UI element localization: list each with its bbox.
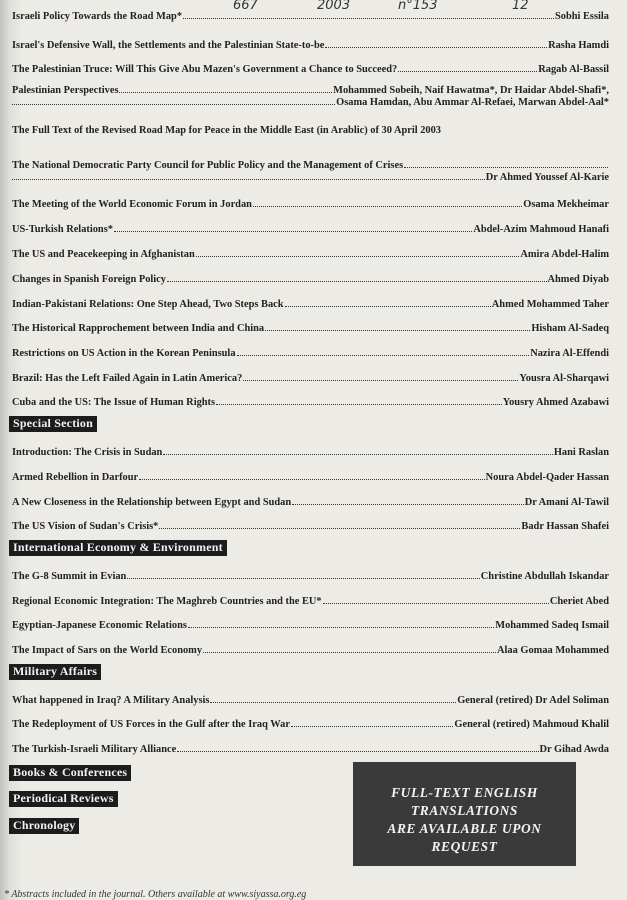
entry-title: Egyptian-Japanese Economic Relations [12,620,187,631]
section-heading-books: Books & Conferences [9,765,131,781]
toc-entry [12,199,609,211]
notice-line: REQUEST [431,839,498,854]
entry-author: Ragab Al-Bassil [538,64,609,75]
entry-title: The Redeployment of US Forces in the Gulf after the Iraq War [12,719,290,730]
entry-author: Badr Hassan Shafei [521,521,609,532]
entry-title: The Palestinian Truce: Will This Give Abu Mazen's Government a Chance to Succeed? [12,64,398,75]
entry-author: Sobhi Essila [554,11,609,22]
toc-entry [12,397,609,409]
leader-dots [12,104,335,105]
leader-dots [183,18,554,19]
entry-author: Hani Raslan [553,447,609,458]
entry-title: The G-8 Summit in Evian [12,571,127,582]
leader-dots [188,627,494,628]
entry-title: The Meeting of the World Economic Forum in Jordan [12,199,252,210]
entry-author: Noura Abdel-Qader Hassan [485,472,609,483]
handwritten-number: 667 [233,0,258,13]
entry-title: What happened in Iraq? A Military Analysis [12,695,210,706]
leader-dots [163,454,553,455]
toc-entry [12,521,609,533]
leader-dots [203,652,496,653]
entry-title: The Historical Rapprochement between India and China [12,323,265,334]
leader-dots [177,751,538,752]
section-heading-special: Special Section [9,416,97,432]
toc-entry [12,373,609,385]
leader-dots [119,92,332,93]
entry-title: Israeli Policy Towards the Road Map* [12,11,183,22]
leader-dots [237,355,530,356]
entry-author: Ahmed Diyab [547,274,609,285]
toc-entry [12,695,609,707]
entry-author: General (retired) Mahmoud Khalil [454,719,609,730]
entry-title: The Impact of Sars on the World Economy [12,645,203,656]
entry-author: Dr Ahmed Youssef Al-Karie [485,172,609,183]
leader-dots [265,330,530,331]
toc-entry [12,645,609,657]
entry-title: The National Democratic Party Council for Public Policy and the Management of Crises [12,160,404,171]
leader-dots [127,578,479,579]
entry-author: Osama Mekheimar [523,199,609,210]
entry-title: US-Turkish Relations* [12,224,113,235]
entry-author: Dr Gihad Awda [539,744,609,755]
entry-author: Hisham Al-Sadeq [531,323,609,334]
toc-entry [12,348,609,360]
translation-notice-box [353,762,576,866]
entry-title: Israel's Defensive Wall, the Settlements and the Palestinian State-to-be [12,40,325,51]
toc-entry [12,719,609,731]
entry-title: A New Closeness in the Relationship between Egypt and Sudan [12,497,292,508]
entry-title: Armed Rebellion in Darfour [12,472,139,483]
leader-dots [216,404,502,405]
leader-dots [167,281,547,282]
handwritten-issue: n°153 [398,0,438,13]
leader-dots [243,380,518,381]
notice-line: ARE AVAILABLE UPON [387,821,542,836]
toc-entry [12,40,609,52]
toc-entry [12,85,609,109]
section-heading-chronology: Chronology [9,818,79,834]
toc-entry [12,224,609,236]
leader-dots [210,702,456,703]
handwritten-year: 2003 [317,0,351,13]
entry-title: The Turkish-Israeli Military Alliance [12,744,177,755]
leader-dots [285,306,491,307]
entry-author: Ahmed Mohammed Taher [491,299,609,310]
entry-title: Regional Economic Integration: The Maghreb Countries and the EU* [12,596,322,607]
entry-title: The US Vision of Sudan's Crisis* [12,521,159,532]
toc-entry [12,596,609,608]
entry-author: Abdel-Azim Mahmoud Hanafi [473,224,609,235]
leader-dots [196,256,520,257]
toc-entry [12,160,609,184]
toc-entry [12,274,609,286]
toc-entry [12,571,609,583]
entry-title: Changes in Spanish Foreign Policy [12,274,166,285]
leader-dots [404,167,608,168]
entry-author: General (retired) Dr Adel Soliman [457,695,609,706]
toc-entry [12,497,609,509]
entry-title: The Full Text of the Revised Road Map for Peace in the Middle East (in Arablic) of 30 April 2003 [12,125,441,136]
entry-title: Brazil: Has the Left Failed Again in Latin America? [12,373,243,384]
leader-dots [114,231,472,232]
notice-line: TRANSLATIONS [411,803,518,818]
toc-entry [12,744,609,756]
entry-title: Restrictions on US Action in the Korean Peninsula [12,348,236,359]
entry-author: Yousra Al-Sharqawi [519,373,609,384]
toc-entry [12,472,609,484]
handwritten-code: 12 [512,0,529,13]
entry-author: Mohammed Sadeq Ismail [495,620,609,631]
entry-author: Amira Abdel-Halim [520,249,609,260]
leader-dots [139,479,485,480]
leader-dots [291,726,453,727]
toc-entry [12,620,609,632]
entry-author: Rasha Hamdi [548,40,609,51]
entry-author: Cheriet Abed [549,596,609,607]
leader-dots [12,179,485,180]
entry-title: The US and Peacekeeping in Afghanistan [12,249,195,260]
entry-author: Dr Amani Al-Tawil [524,497,609,508]
notice-line: FULL-TEXT ENGLISH [391,785,538,800]
entry-title: Indian-Pakistani Relations: One Step Ahead, Two Steps Back [12,299,284,310]
toc-entry [12,447,609,459]
toc-entry [12,11,609,23]
leader-dots [398,71,537,72]
leader-dots [323,603,549,604]
entry-title: Palestinian Perspectives [12,85,119,96]
leader-dots [253,206,522,207]
entry-author: Nazira Al-Effendi [530,348,609,359]
section-heading-economy: International Economy & Environment [9,540,227,556]
entry-title: Cuba and the US: The Issue of Human Rights [12,397,216,408]
toc-entry [12,323,609,335]
leader-dots [159,528,520,529]
entry-author: Mohammed Sobeih, Naif Hawatma*, Dr Haidar Abdel-Shafi*, [333,85,609,96]
entry-author: Alaa Gomaa Mohammed [497,645,609,656]
leader-dots [325,47,547,48]
entry-author-continued: Osama Hamdan, Abu Ammar Al-Refaei, Marwan Abdel-Aal* [336,97,609,108]
toc-entry [12,125,609,137]
toc-entry [12,249,609,261]
toc-entry [12,64,609,76]
entry-title: Introduction: The Crisis in Sudan [12,447,163,458]
toc-entry [12,299,609,311]
section-heading-periodical: Periodical Reviews [9,791,118,807]
footnote: * Abstracts included in the journal. Others available at www.siyassa.org.eg [4,889,307,900]
entry-author: Christine Abdullah Iskandar [480,571,609,582]
leader-dots [292,504,524,505]
entry-author: Yousry Ahmed Azabawi [502,397,609,408]
section-heading-military: Military Affairs [9,664,101,680]
